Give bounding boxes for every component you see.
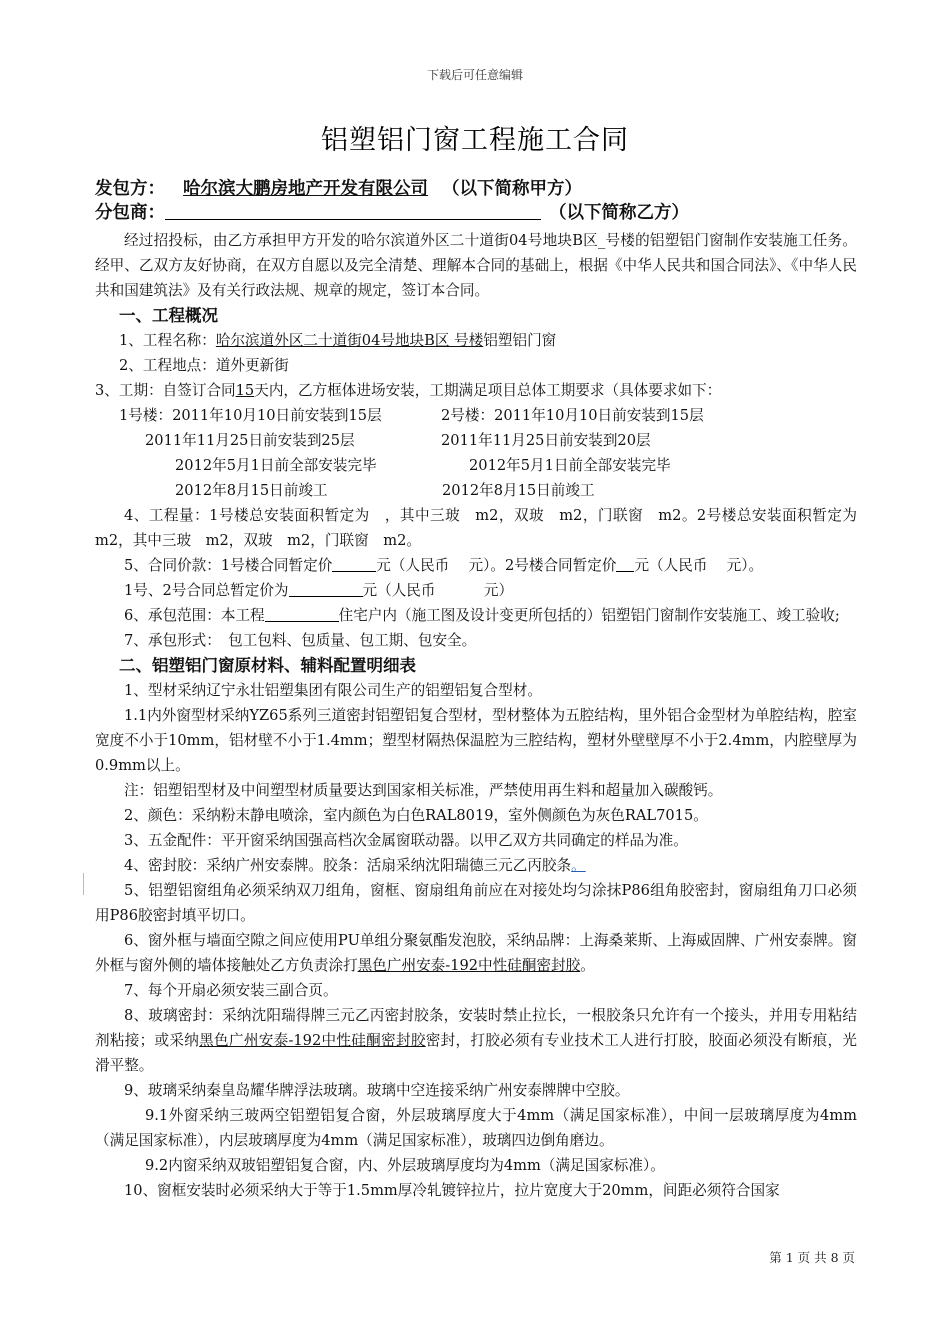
material-p1-1: 1.1内外窗型材采纳YZ65系列三道密封铝塑铝复合型材，型材整体为五腔结构，里外铝合金型材为单腔结构，腔室宽度不小于10mm，铝材壁不小于1.4mm；塑型材隔热保温腔为三腔结构，塑材外壁壁厚不小于2.4mm，内腔壁厚为0.9mm以上。 (95, 707, 857, 774)
party-b-blank (165, 201, 541, 220)
contract-title: 铝塑铝门窗工程施工合同 (321, 125, 629, 156)
material-p4: 4、密封胶：采纳广州安泰牌。胶条：活扇采纳沈阳瑞德三元乙丙胶条。 (124, 857, 586, 874)
material-p6: 6、窗外框与墙面空隙之间应使用PU单组分聚氨酯发泡胶，采纳品牌：上海桑莱斯、上海威固牌、广州安泰牌。窗外框与窗外侧的墙体接触处乙方负责涂打黑色广州安泰-192中性硅酮密封胶。 (95, 932, 857, 974)
material-p9-1: 9.1外窗采纳三玻两空铝塑铝复合窗，外层玻璃厚度大于4mm（满足国家标准），中间一层玻璃厚度为4mm（满足国家标准），内层玻璃厚度为4mm（满足国家标准），玻璃四边倒角磨边。 (95, 1107, 857, 1149)
page-footer: 第 1 页 共 8 页 (769, 1250, 855, 1265)
party-b-suffix: （以下简称乙方） (549, 203, 689, 223)
item6: 6、承包范围：本工程 住宅户内（施工图及设计变更所包括的）铝塑铝门窗制作安装施工、竣工验收; (124, 607, 840, 624)
p4-link-mark: 。 (571, 857, 586, 874)
item4: 4、工程量：1号楼总安装面积暂定为 ，其中三玻 m2，双玻 m2，门联窗 m2。2号楼总安装面积暂定为 m2，其中三玻 m2，双玻 m2，门联窗 m2。 (95, 507, 872, 549)
material-p2: 2、颜色：采纳粉末静电喷涂，室内颜色为白色RAL8019，室外侧颜色为灰色RAL7015。 (124, 807, 708, 824)
party-b-line (95, 201, 875, 225)
section1-heading: 一、工程概况 (119, 306, 218, 325)
material-p9: 9、玻璃采纳秦皇岛耀华牌浮法玻璃。玻璃中空连接采纳广州安泰牌牌中空胶。 (124, 1082, 630, 1099)
intro-paragraph: 经过招投标，由乙方承担甲方开发的哈尔滨道外区二十道街04号地块B区_号楼的铝塑铝门窗制作安装施工任务。经甲、乙双方友好协商，在双方自愿以及完全清楚、理解本合同的基础上，根据《中华人民共和国合同法》、《中华人民共和国建筑法》及有关行政法规、规章的规定，签订本合同。 (95, 232, 857, 299)
schedule-row-1: 1号楼：2011年10月10日前安装到15层 2号楼：2011年10月10日前安装到15层 (119, 407, 704, 424)
item3: 3、工期：自签订合同15天内，乙方框体进场安装，工期满足项目总体工期要求（具体要求如下： (95, 382, 722, 399)
item7: 7、承包形式： 包工包料、包质量、包工期、包安全。 (124, 632, 477, 649)
material-p5: 5、铝塑铝窗组角必须采纳双刀组角，窗框、窗扇组角前应在对接处均匀涂抹P86组角胶密封，窗扇组角刀口必须用P86胶密封填平切口。 (95, 882, 857, 924)
material-p3: 3、五金配件：平开窗采纳国强高档次金属窗联动器。以甲乙双方共同确定的样品为准。 (124, 832, 688, 849)
days-value: 15 (235, 382, 255, 399)
section2-heading: 二、铝塑铝门窗原材料、辅料配置明细表 (119, 656, 416, 675)
item2: 2、工程地点：道外更新街 (119, 357, 289, 374)
contract-body (95, 228, 872, 1203)
material-p7: 7、每个开扇必须安装三副合页。 (124, 982, 338, 999)
revision-marker (83, 873, 84, 895)
schedule-row-2: 2011年11月25日前安装到25层 2011年11月25日前安装到20层 (145, 432, 651, 449)
material-note: 注：铝塑铝型材及中间塑型材质量要达到国家相关标准，严禁使用再生料和超量加入碳酸钙。 (124, 782, 723, 799)
party-a-line (95, 177, 875, 201)
project-name: 哈尔滨道外区二十道街04号地块B区 号楼 (215, 332, 484, 349)
item1: 1、工程名称：哈尔滨道外区二十道街04号地块B区 号楼铝塑铝门窗 (119, 332, 557, 349)
party-a-name: 哈尔滨大鹏房地产开发有限公司 (183, 179, 428, 199)
material-p1: 1、型材采纳辽宁永壮铝塑集团有限公司生产的铝塑铝复合型材。 (124, 682, 542, 699)
party-a-suffix: （以下简称甲方） (442, 179, 582, 199)
schedule-row-4: 2012年8月15日前竣工 2012年8月15日前竣工 (175, 482, 595, 499)
material-p9-2: 9.2内窗采纳双玻铝塑铝复合窗，内、外层玻璃厚度均为4mm（满足国家标准）。 (145, 1157, 665, 1174)
header-note: 下载后可任意编辑 (426, 68, 523, 82)
material-p8: 8、玻璃密封：采纳沈阳瑞得牌三元乙丙密封胶条，安装时禁止拉长，一根胶条只允许有一个接头，并用专用粘结剂粘接；或采纳黑色广州安泰-192中性硅酮密封胶密封，打胶必须有专业技术工人进行打胶，胶面必须没有断痕，光滑平整。 (95, 1007, 857, 1074)
schedule-row-3: 2012年5月1日前全部安装完毕 2012年5月1日前全部安装完毕 (175, 457, 671, 474)
item5-total: 1号、2号合同总暂定价为 元（人民币 元） (124, 582, 514, 599)
party-b-label: 分包商： (95, 203, 165, 223)
material-p10: 10、窗框安装时必须采纳大于等于1.5mm厚冷轧镀锌拉片，拉片宽度大于20mm，间距必须符合国家 (124, 1182, 780, 1199)
item5: 5、合同价款：1号楼合同暂定价 元（人民币 元）。2号楼合同暂定价 元（人民币 元）。 (124, 557, 764, 574)
party-a-label: 发包方： (95, 179, 165, 199)
